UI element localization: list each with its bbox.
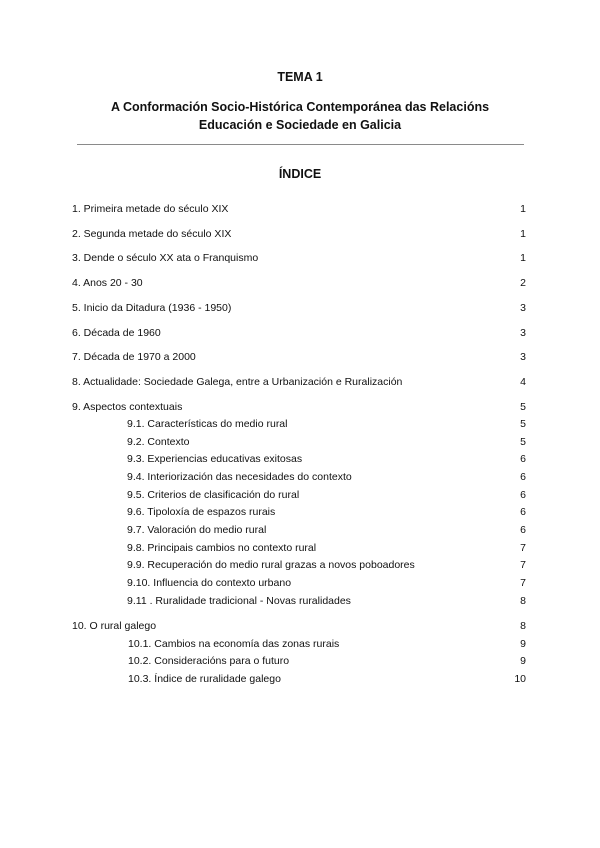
- toc-entry-page: 5: [520, 418, 526, 430]
- toc-entry-label: 9. Aspectos contextuais: [72, 401, 183, 413]
- toc-entry-9-6[interactable]: [127, 504, 526, 520]
- toc-entry-page: 7: [520, 577, 526, 589]
- toc-entry-page: 8: [520, 595, 526, 607]
- toc-entry-9-7[interactable]: [127, 522, 526, 538]
- toc-entry-page: 1: [520, 228, 526, 240]
- toc-entry-page: 8: [520, 620, 526, 632]
- toc-entry-10-3[interactable]: [128, 671, 526, 687]
- toc-entry-label: 9.3. Experiencias educativas exitosas: [127, 453, 303, 465]
- title-divider: [77, 144, 524, 145]
- toc-entry-page: 9: [520, 638, 526, 650]
- toc-entry-5[interactable]: [72, 300, 526, 316]
- toc-entry-page: 9: [520, 655, 526, 667]
- toc-entry-label: 6. Década de 1960: [72, 327, 161, 339]
- toc-entry-8[interactable]: [72, 374, 526, 390]
- toc-entry-label: 9.9. Recuperación do medio rural grazas a novos poboadores: [127, 559, 415, 571]
- toc-entry-label: 2. Segunda metade do século XIX: [72, 228, 232, 240]
- toc-entry-page: 6: [520, 506, 526, 518]
- toc-entry-page: 7: [520, 559, 526, 571]
- toc-entry-3[interactable]: [72, 250, 526, 266]
- document-title-line-1: A Conformación Socio-Histórica Contemporánea das Relacións: [110, 100, 490, 114]
- toc-entry-page: 3: [520, 302, 526, 314]
- toc-entry-9-4[interactable]: [127, 469, 526, 485]
- toc-entry-label: 9.7. Valoración do medio rural: [127, 524, 267, 536]
- toc-entry-label: 9.5. Criterios de clasificación do rural: [127, 489, 300, 501]
- toc-entry-page: 1: [520, 252, 526, 264]
- toc-entry-label: 5. Inicio da Ditadura (1936 - 1950): [72, 302, 232, 314]
- toc-entry-label: 10.2. Consideracións para o futuro: [128, 655, 290, 667]
- toc-entry-label: 10.1. Cambios na economía das zonas rurais: [128, 638, 340, 650]
- toc-entry-page: 7: [520, 542, 526, 554]
- toc-entry-label: 7. Década de 1970 a 2000: [72, 351, 196, 363]
- index-heading: ÍNDICE: [278, 167, 322, 181]
- toc-entry-page: 2: [520, 277, 526, 289]
- toc-entry-page: 6: [520, 489, 526, 501]
- toc-entry-9-11[interactable]: [127, 593, 526, 609]
- toc-entry-9-2[interactable]: [127, 434, 526, 450]
- toc-entry-page: 3: [520, 327, 526, 339]
- toc-entry-page: 10: [514, 673, 526, 685]
- toc-entry-9-8[interactable]: [127, 540, 526, 556]
- toc-entry-page: 1: [520, 203, 526, 215]
- toc-entry-label: 9.1. Características do medio rural: [127, 418, 288, 430]
- toc-entry-label: 9.10. Influencia do contexto urbano: [127, 577, 292, 589]
- toc-entry-1[interactable]: [72, 201, 526, 217]
- toc-entry-label: 9.11 . Ruralidade tradicional - Novas ruralidades: [127, 595, 351, 607]
- toc-entry-10-2[interactable]: [128, 653, 526, 669]
- toc-entry-9[interactable]: [72, 399, 526, 415]
- toc-entry-page: 4: [520, 376, 526, 388]
- toc-entry-page: 3: [520, 351, 526, 363]
- toc-entry-label: 9.8. Principais cambios no contexto rural: [127, 542, 317, 554]
- toc-entry-label: 8. Actualidade: Sociedade Galega, entre a Urbanización e Ruralización: [72, 376, 403, 388]
- toc-entry-label: 9.2. Contexto: [127, 436, 190, 448]
- toc-entry-9-9[interactable]: [127, 557, 526, 573]
- toc-entry-2[interactable]: [72, 226, 526, 242]
- toc-entry-9-10[interactable]: [127, 575, 526, 591]
- topic-number: TEMA 1: [277, 70, 323, 84]
- toc-entry-6[interactable]: [72, 325, 526, 341]
- toc-entry-label: 9.6. Tipoloxía de espazos rurais: [127, 506, 276, 518]
- toc-entry-page: 6: [520, 524, 526, 536]
- document-title: [60, 98, 540, 134]
- document-title-line-2: Educación e Sociedade en Galicia: [198, 118, 402, 132]
- toc-entry-10[interactable]: [72, 618, 526, 634]
- toc-entry-label: 9.4. Interiorización das necesidades do contexto: [127, 471, 352, 483]
- toc-entry-label: 10. O rural galego: [72, 620, 157, 632]
- toc-entry-page: 5: [520, 436, 526, 448]
- toc-entry-4[interactable]: [72, 275, 526, 291]
- toc-entry-page: 6: [520, 471, 526, 483]
- toc-entry-label: 4. Anos 20 - 30: [72, 277, 143, 289]
- toc-entry-10-1[interactable]: [128, 636, 526, 652]
- toc-entry-label: 1. Primeira metade do século XIX: [72, 203, 229, 215]
- toc-entry-9-5[interactable]: [127, 487, 526, 503]
- toc-entry-label: 3. Dende o século XX ata o Franquismo: [72, 252, 259, 264]
- toc-entry-9-1[interactable]: [127, 416, 526, 432]
- toc-entry-7[interactable]: [72, 349, 526, 365]
- toc-entry-page: 6: [520, 453, 526, 465]
- toc-entry-label: 10.3. Índice de ruralidade galego: [128, 673, 281, 685]
- toc-entry-page: 5: [520, 401, 526, 413]
- toc-entry-9-3[interactable]: [127, 451, 526, 467]
